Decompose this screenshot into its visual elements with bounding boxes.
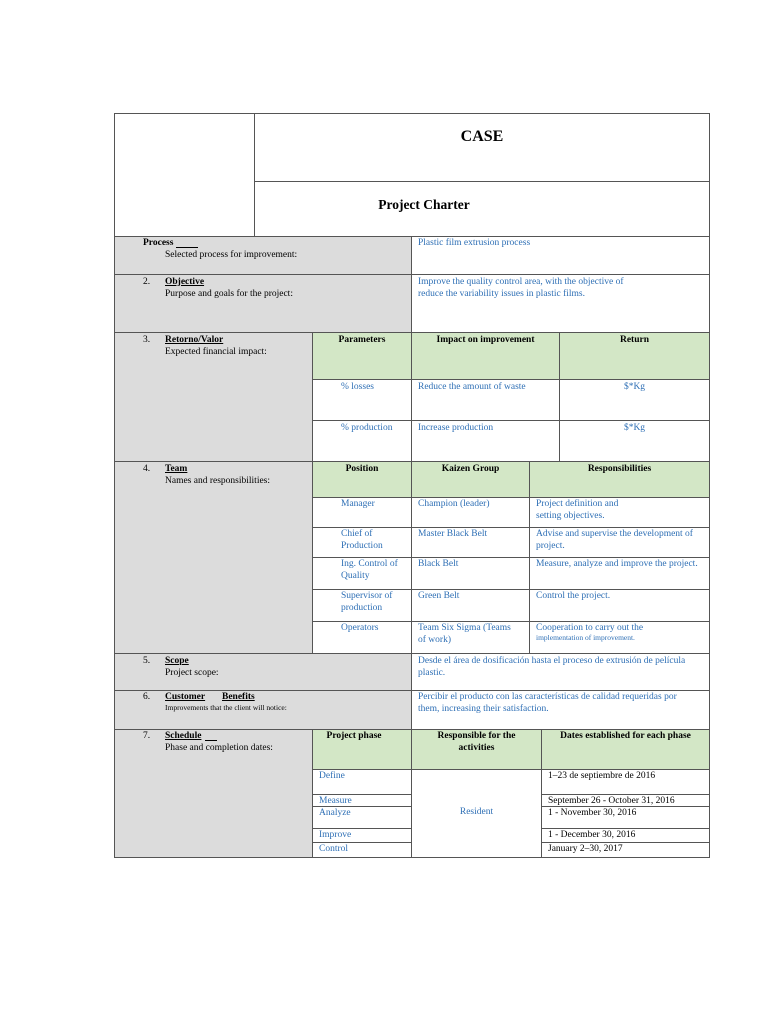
team-resp: Cooperation to carry out the bbox=[536, 623, 644, 633]
team-position: Ing. Control of bbox=[341, 559, 398, 569]
scope-desc: Project scope: bbox=[165, 668, 219, 678]
schedule-responsible: Resident bbox=[459, 807, 494, 817]
team-position-line2: production bbox=[341, 603, 383, 613]
process-value: Plastic film extrusion process bbox=[418, 238, 531, 248]
schedule-header-responsible-text-line2: activities bbox=[458, 743, 495, 753]
objective-desc: Purpose and goals for the project: bbox=[165, 289, 293, 299]
scope-value-line2: plastic. bbox=[418, 668, 446, 678]
schedule-date: January 2–30, 2017 bbox=[548, 844, 623, 854]
schedule-label-underline bbox=[205, 740, 217, 741]
process-label: Process bbox=[143, 238, 174, 248]
team-position: Chief of bbox=[341, 529, 373, 539]
retorno-row1-param: % losses bbox=[341, 382, 374, 392]
objective-label: Objective bbox=[165, 277, 205, 287]
customer-desc: Improvements that the client will notice: bbox=[165, 703, 287, 712]
scope-label-cell bbox=[114, 653, 412, 691]
team-resp: Advise and supervise the development of bbox=[536, 529, 693, 539]
team-label-cell bbox=[114, 461, 313, 654]
header-divider bbox=[254, 181, 710, 182]
team-header-resp-text: Responsibilities bbox=[587, 464, 652, 474]
team-position: Operators bbox=[341, 623, 379, 633]
schedule-num: 7. bbox=[143, 731, 151, 741]
schedule-date: 1 - December 30, 2016 bbox=[548, 830, 636, 840]
scope-value-line1: Desde el área de dosificación hasta el proceso de extrusión de película bbox=[418, 656, 686, 666]
schedule-desc: Phase and completion dates: bbox=[165, 743, 273, 753]
objective-value-line1: Improve the quality control area, with the objective of bbox=[418, 277, 624, 287]
team-group: Master Black Belt bbox=[418, 529, 488, 539]
retorno-label: Retorno/Valor bbox=[165, 335, 224, 345]
objective-label-cell bbox=[114, 274, 412, 333]
schedule-header-dates-text: Dates established for each phase bbox=[560, 731, 691, 741]
customer-value-line2: them, increasing their satisfaction. bbox=[418, 704, 549, 714]
retorno-header-return-text: Return bbox=[619, 335, 650, 345]
customer-label: Customer bbox=[165, 692, 206, 702]
customer-label-benefits: Benefits bbox=[222, 692, 255, 702]
team-position-line2: Production bbox=[341, 541, 383, 551]
schedule-date: 1–23 de septiembre de 2016 bbox=[548, 771, 656, 781]
schedule-label: Schedule bbox=[165, 731, 202, 741]
team-resp: Measure, analyze and improve the project. bbox=[536, 559, 698, 569]
page-subtitle: Project Charter bbox=[378, 197, 470, 212]
team-group: Black Belt bbox=[418, 559, 459, 569]
schedule-header-responsible-text: Responsible for the bbox=[437, 731, 516, 741]
schedule-phase: Measure bbox=[319, 796, 352, 806]
team-header-position-text: Position bbox=[345, 464, 379, 474]
scope-label: Scope bbox=[165, 656, 189, 666]
retorno-desc: Expected financial impact: bbox=[165, 347, 267, 357]
objective-value-line2: reduce the variability issues in plastic films. bbox=[418, 289, 586, 299]
schedule-date: 1 - November 30, 2016 bbox=[548, 808, 637, 818]
retorno-header-params-text: Parameters bbox=[338, 335, 386, 345]
team-resp-line2: setting objectives. bbox=[536, 511, 605, 521]
page-title: CASE bbox=[460, 128, 504, 145]
retorno-header-impact-text: Impact on improvement bbox=[436, 335, 535, 345]
schedule-header-phase-text: Project phase bbox=[326, 731, 382, 741]
team-resp: Project definition and bbox=[536, 499, 619, 509]
team-position: Supervisor of bbox=[341, 591, 393, 601]
retorno-row1-impact: Reduce the amount of waste bbox=[418, 382, 526, 392]
schedule-date: September 26 - October 31, 2016 bbox=[548, 796, 675, 806]
team-desc: Names and responsibilities: bbox=[165, 476, 271, 486]
schedule-phase: Control bbox=[319, 844, 349, 854]
team-group: Green Belt bbox=[418, 591, 460, 601]
team-label: Team bbox=[165, 464, 188, 474]
team-position-line2: Quality bbox=[341, 571, 370, 581]
team-position: Manager bbox=[341, 499, 375, 509]
scope-num: 5. bbox=[143, 656, 151, 666]
team-resp: Control the project. bbox=[536, 591, 611, 601]
team-resp-line2: project. bbox=[536, 541, 565, 551]
customer-value-line1: Percibir el producto con las características de calidad requeridas por bbox=[418, 692, 677, 702]
team-group: Team Six Sigma (Teams bbox=[418, 623, 511, 633]
schedule-phase: Analyze bbox=[319, 808, 351, 818]
retorno-row2-param: % production bbox=[341, 423, 393, 433]
team-resp-line2: implementation of improvement. bbox=[536, 633, 635, 642]
team-group: Champion (leader) bbox=[418, 499, 490, 509]
schedule-phase: Improve bbox=[319, 830, 352, 840]
schedule-phase: Define bbox=[319, 771, 345, 781]
retorno-row2-return: $*Kg bbox=[623, 423, 646, 433]
team-group-line2: of work) bbox=[418, 635, 451, 645]
retorno-row1-return: $*Kg bbox=[623, 382, 646, 392]
retorno-num: 3. bbox=[143, 335, 151, 345]
team-header-group-text: Kaizen Group bbox=[441, 464, 500, 474]
retorno-row2-impact: Increase production bbox=[418, 423, 494, 433]
objective-num: 2. bbox=[143, 277, 151, 287]
process-label-underline bbox=[176, 247, 198, 248]
team-num: 4. bbox=[143, 464, 151, 474]
process-desc: Selected process for improvement: bbox=[165, 250, 298, 260]
customer-num: 6. bbox=[143, 692, 151, 702]
